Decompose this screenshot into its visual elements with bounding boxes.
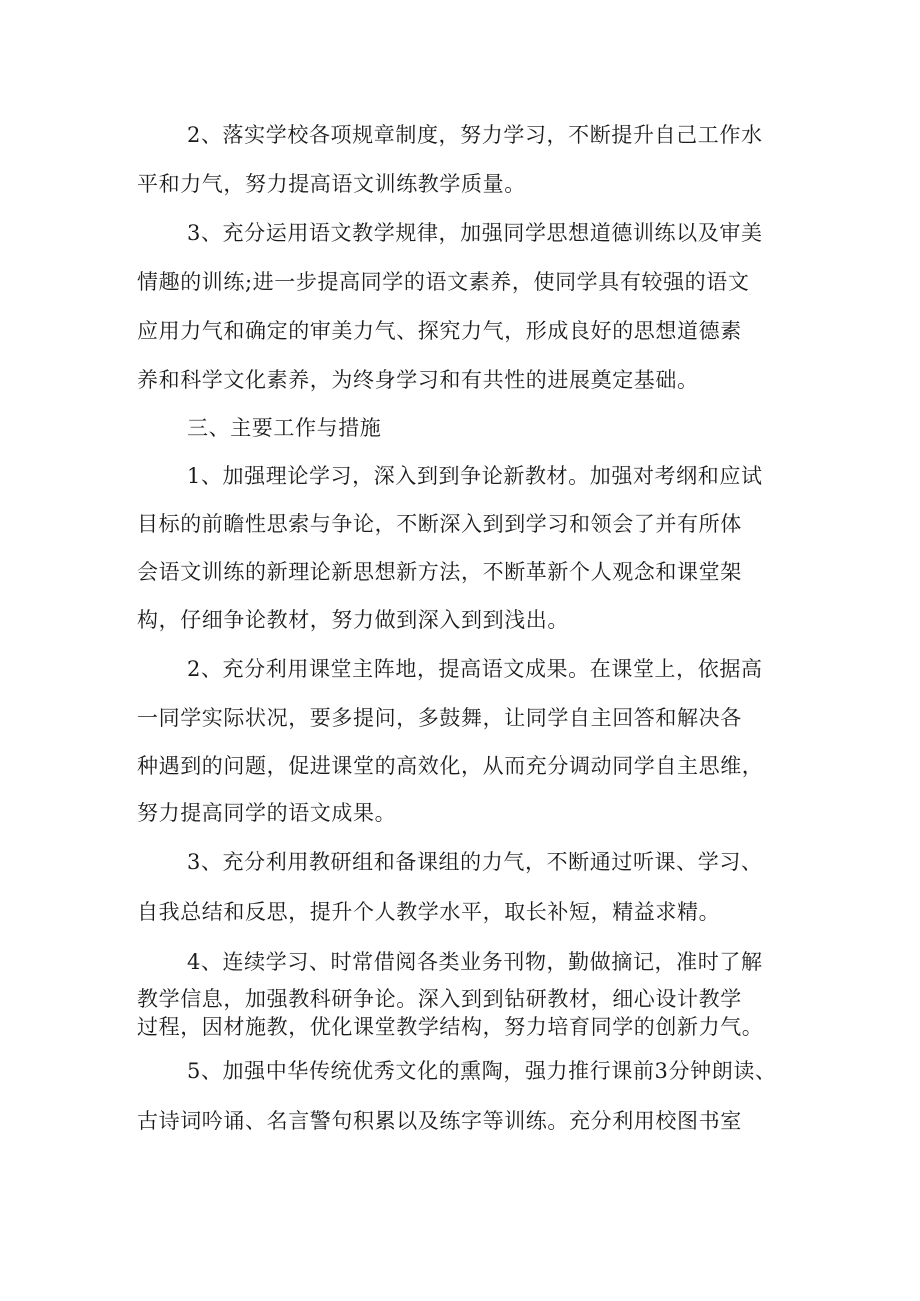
text-line: 养和科学文化素养，为终身学习和有共性的进展奠定基础。 [137,368,699,392]
text-line: 目标的前瞻性思索与争论，不断深入到到学习和领会了并有所体 [137,512,742,536]
text-line: 努力提高同学的语文成果。 [137,801,397,825]
text-line: 5、加强中华传统优秀文化的熏陶，强力推行课前3分钟朗读、 [187,1059,777,1083]
text-line: 3、充分运用语文教学规律，加强同学思想道德训练以及审美 [187,221,763,245]
text-line: 平和力气，努力提高语文训练教学质量。 [137,172,526,196]
text-line: 情趣的训练;进一步提高同学的语文素养，使同学具有较强的语文 [137,270,750,294]
text-line: 应用力气和确定的审美力气、探究力气，形成良好的思想道德素 [137,319,742,343]
text-line: 构，仔细争论教材，努力做到深入到到浅出。 [137,608,569,632]
text-line: 种遇到的问题，促进课堂的高效化，从而充分调动同学自主思维， [137,754,764,778]
text-line: 自我总结和反思，提升个人教学水平，取长补短，精益求精。 [137,900,721,924]
text-line: 1、加强理论学习，深入到到争论新教材。加强对考纲和应试 [187,464,763,488]
text-line: 古诗词吟诵、名言警句积累以及练字等训练。充分利用校图书室 [137,1109,742,1133]
text-line: 会语文训练的新理论新思想新方法，不断革新个人观念和课堂架 [137,560,742,584]
text-line: 教学信息，加强教科研争论。深入到到钻研教材，细心设计教学 [137,987,742,1011]
section-heading: 三、主要工作与措施 [187,416,382,440]
text-line: 一同学实际状况，要多提问，多鼓舞，让同学自主回答和解决各 [137,706,742,730]
text-line: 4、连续学习、时常借阅各类业务刊物，勤做摘记，准时了解 [187,950,763,974]
text-line: 2、充分利用课堂主阵地，提高语文成果。在课堂上，依据高 [187,657,763,681]
text-line: 3、充分利用教研组和备课组的力气，不断通过听课、学习、 [187,850,763,874]
text-line: 2、落实学校各项规章制度，努力学习，不断提升自己工作水 [187,123,763,147]
text-line: 过程，因材施教，优化课堂教学结构，努力培育同学的创新力气。 [137,1015,764,1039]
